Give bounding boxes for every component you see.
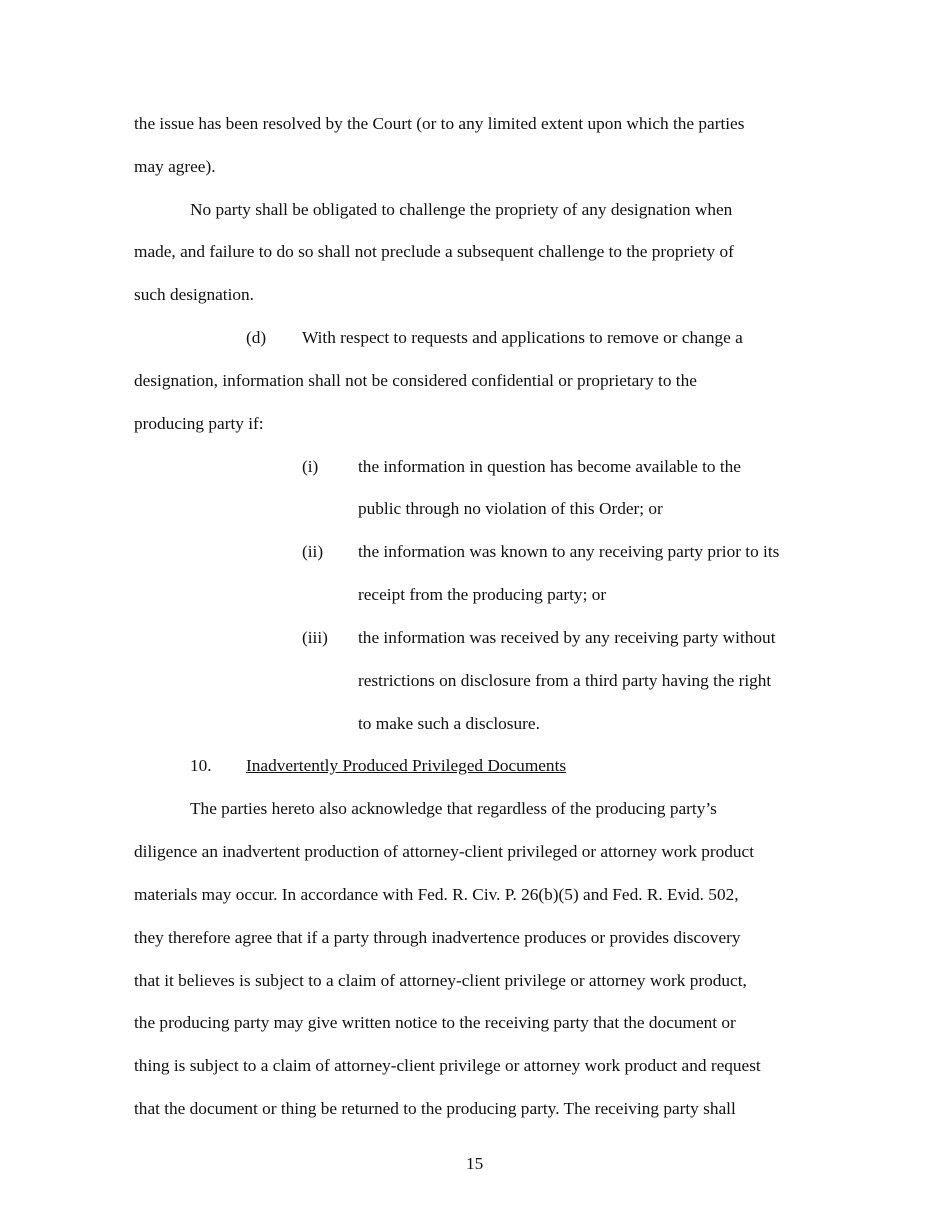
list-item-marker: (ii) [302,542,324,561]
paragraph-line: that it believes is subject to a claim of attorney-client privilege or attorney work product, [134,971,747,990]
paragraph-line: The parties hereto also acknowledge that regardless of the producing party’s [190,799,717,818]
list-item-marker: (i) [302,457,319,476]
paragraph-line: that the document or thing be returned to the producing party. The receiving party shall [134,1099,736,1118]
subsection-d-line: producing party if: [134,414,264,433]
list-item-line: restrictions on disclosure from a third party having the right [358,671,772,690]
section-number: 10. [190,756,212,775]
subsection-d-line: designation, information shall not be considered confidential or proprietary to the [134,371,697,390]
paragraph-line: the producing party may give written notice to the receiving party that the document or [134,1013,736,1032]
list-item-line: public through no violation of this Order; or [358,499,663,518]
continuation-line-2: may agree). [134,157,216,176]
paragraph-line: made, and failure to do so shall not preclude a subsequent challenge to the propriety of [134,242,734,261]
subsection-d-line: With respect to requests and applications to remove or change a [302,328,743,347]
section-heading: Inadvertently Produced Privileged Documents [246,756,567,775]
paragraph-line: No party shall be obligated to challenge the propriety of any designation when [190,200,733,219]
paragraph-line: they therefore agree that if a party through inadvertence produces or provides discovery [134,928,741,947]
list-item-line: to make such a disclosure. [358,714,540,733]
continuation-line-1: the issue has been resolved by the Court (or to any limited extent upon which the parties [134,114,745,133]
paragraph-line: diligence an inadvertent production of attorney-client privileged or attorney work product [134,842,754,861]
list-item-line: the information in question has become available to the [358,457,741,476]
list-item-line: the information was received by any receiving party without [358,628,776,647]
subsection-d-marker: (d) [246,328,267,347]
list-item-marker: (iii) [302,628,328,647]
list-item-line: receipt from the producing party; or [358,585,607,604]
paragraph-line: thing is subject to a claim of attorney-client privilege or attorney work product and request [134,1056,761,1075]
list-item-line: the information was known to any receiving party prior to its [358,542,780,561]
paragraph-line: such designation. [134,285,254,304]
page-number: 15 [466,1154,484,1173]
paragraph-line: materials may occur. In accordance with Fed. R. Civ. P. 26(b)(5) and Fed. R. Evid. 502, [134,885,739,904]
